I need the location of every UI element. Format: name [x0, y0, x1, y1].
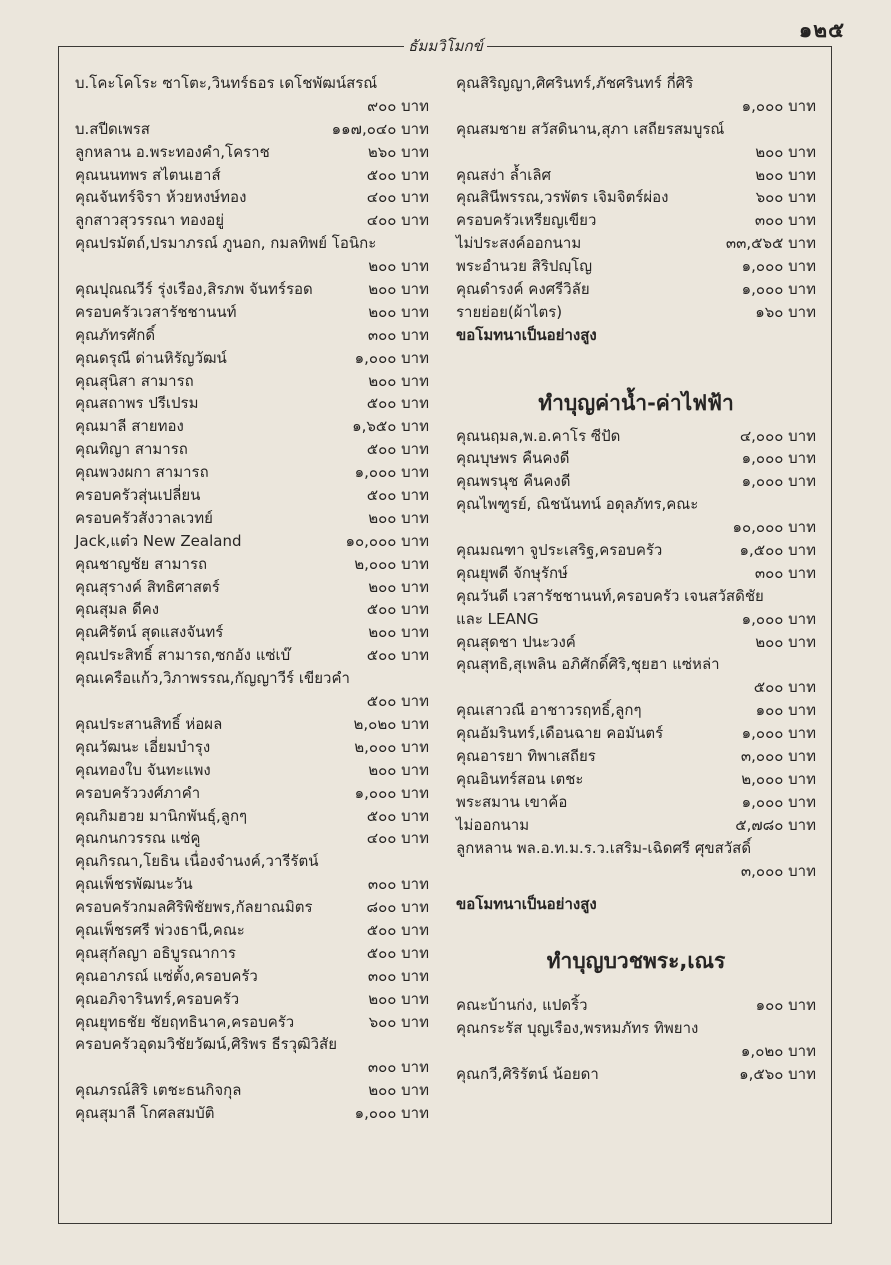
donation-amount: ๑๐,๐๐๐ บาท	[345, 531, 429, 550]
donation-amount: ๑,๐๐๐ บาท	[741, 724, 816, 743]
donation-amount: ๕๐๐ บาท	[366, 692, 429, 711]
donor-entry	[456, 676, 816, 699]
donation-amount: ๑๐,๐๐๐ บาท	[732, 518, 816, 537]
donation-amount: ๒๐๐ บาท	[755, 632, 816, 651]
donor-name: คุณสง่า ล้ำเลิศ	[456, 165, 552, 184]
donor-entry	[75, 1102, 429, 1125]
donor-entry	[456, 608, 816, 631]
donor-name: คุณอารยา ทิพาเสถียร	[456, 747, 596, 766]
donor-entry	[75, 347, 429, 370]
donor-entry	[75, 461, 429, 484]
donor-name: คุณยุทธชัย ชัยฤทธินาค,ครอบครัว	[75, 1012, 295, 1031]
donor-entry	[456, 994, 816, 1017]
donor-entry	[75, 1011, 429, 1034]
donor-name: คุณเสาวณี อาชาวรฤทธิ์,ลูกๆ	[456, 701, 642, 720]
donor-entry	[75, 667, 429, 690]
donor-name: คุณมณฑา จูประเสริฐ,ครอบครัว	[456, 541, 663, 560]
donor-entry	[75, 965, 429, 988]
donor-name: ลูกสาวสุวรรณา ทองอยู่	[75, 211, 225, 230]
spacer	[456, 983, 816, 994]
donation-amount: ๖๐๐ บาท	[368, 1012, 429, 1031]
donor-name: คุณวัฒนะ เอี่ยมบำรุง	[75, 737, 211, 756]
donor-name: คุณอัมรินทร์,เดือนฉาย คอมันตร์	[456, 724, 664, 743]
donor-name: ครอบครัวเวสารัชชานนท์	[75, 302, 237, 321]
donation-amount: ๒๐๐ บาท	[368, 989, 429, 1008]
donor-entry	[75, 736, 429, 759]
donation-amount: ๓,๐๐๐ บาท	[740, 747, 816, 766]
donation-amount: ๓๐๐ บาท	[367, 325, 429, 344]
donor-entry	[75, 301, 429, 324]
donor-entry	[75, 324, 429, 347]
donation-amount: ๕๐๐ บาท	[366, 806, 429, 825]
section-heading: ทำบุญค่าน้ำ-ค่าไฟฟ้า	[538, 390, 734, 415]
donor-name: ครอบครัวสุ่นเปลี่ยน	[75, 486, 201, 505]
donor-entry	[456, 631, 816, 654]
donor-name: ครอบครัวอุดมวิชัยวัฒน์,ศิริพร ธีรวุฒิวิสัย	[75, 1035, 338, 1054]
donation-amount: ๑๐๐ บาท	[755, 996, 816, 1015]
donation-amount: ๑,๕๖๐ บาท	[739, 1064, 816, 1083]
donation-amount: ๕๐๐ บาท	[366, 600, 429, 619]
spacer	[456, 882, 816, 893]
donation-amount: ๔๐๐ บาท	[366, 188, 429, 207]
donation-amount: ๑,๐๐๐ บาท	[741, 257, 816, 276]
donor-name: คุณทิญา สามารถ	[75, 440, 188, 459]
donation-amount: ๑๑๗,๐๔๐ บาท	[331, 119, 429, 138]
donor-entry	[75, 759, 429, 782]
donor-entry	[456, 447, 816, 470]
donor-entry	[456, 301, 816, 324]
donation-amount: ๑,๐๐๐ บาท	[354, 348, 429, 367]
donor-name: คุณนฤมล,พ.อ.คาโร ซีปัด	[456, 426, 621, 445]
donor-entry	[75, 415, 429, 438]
donor-entry	[75, 827, 429, 850]
donor-entry	[75, 209, 429, 232]
donation-amount: ๑,๐๐๐ บาท	[354, 1104, 429, 1123]
ordination-donor-list	[456, 994, 816, 1086]
donor-entry	[75, 805, 429, 828]
donor-name: Jack,แต๋ว New Zealand	[75, 531, 242, 550]
donation-amount: ๕๐๐ บาท	[366, 943, 429, 962]
donation-amount: ๑,๖๕๐ บาท	[352, 417, 429, 436]
donor-name: คุณดำรงค์ คงศรีวิลัย	[456, 280, 590, 299]
donation-amount: ๒๐๐ บาท	[368, 760, 429, 779]
donor-name: คุณชาญชัย สามารถ	[75, 554, 208, 573]
running-header	[0, 34, 891, 58]
donation-amount: ๓๐๐ บาท	[367, 1058, 429, 1077]
donor-entry	[456, 470, 816, 493]
donor-name: คุณเพ็ชรศรี พ่วงธานี,คณะ	[75, 920, 245, 939]
donor-entry	[456, 791, 816, 814]
donor-name: คุณไพฑูรย์, ณิชนันทน์ อดุลภัทร,คณะ	[456, 495, 699, 514]
donor-entry	[75, 713, 429, 736]
donor-entry	[75, 392, 429, 415]
donor-entry	[456, 72, 816, 95]
donation-amount: ๒,๐๒๐ บาท	[353, 714, 429, 733]
donor-entry	[75, 919, 429, 942]
donation-amount: ๓๐๐ บาท	[367, 875, 429, 894]
donor-entry	[456, 745, 816, 768]
donor-name: คุณกิรณา,โยธิน เนื่องจำนงค์,วารีรัตน์	[75, 852, 319, 871]
donor-entry	[456, 1040, 816, 1063]
spacer	[456, 916, 816, 939]
donor-name: คุณภรณ์สิริ เตชะธนกิจกุล	[75, 1081, 242, 1100]
donation-amount: ๒๐๐ บาท	[368, 280, 429, 299]
donation-amount: ๑,๐๐๐ บาท	[354, 463, 429, 482]
donor-name: คุณอาภรณ์ แซ่ตั้ง,ครอบครัว	[75, 966, 258, 985]
donor-entry	[75, 782, 429, 805]
donor-entry	[456, 722, 816, 745]
donor-entry	[75, 95, 429, 118]
donation-amount: ๘๐๐ บาท	[366, 898, 429, 917]
donor-entry	[456, 860, 816, 883]
donor-entry	[75, 438, 429, 461]
donor-entry	[75, 850, 429, 873]
donation-amount: ๒๐๐ บาท	[368, 577, 429, 596]
donor-entry	[75, 72, 429, 95]
donor-entry	[75, 1079, 429, 1102]
donation-amount: ๑,๐๐๐ บาท	[741, 609, 816, 628]
donor-entry	[456, 164, 816, 187]
donation-amount: ๒๐๐ บาท	[755, 142, 816, 161]
donor-entry	[456, 425, 816, 448]
right-top-entries	[456, 72, 816, 324]
donor-name: ครอบครัววงศ์ภาคำ	[75, 783, 201, 802]
donation-amount: ๑๖๐ บาท	[755, 302, 816, 321]
donor-name: รายย่อย(ผ้าไตร)	[456, 302, 563, 321]
donor-name: บ.โคะโคโระ ซาโตะ,วินทร์ธอร เดโชพัฒน์สรณ์	[75, 74, 378, 92]
donor-name: คุณสุทธิ,สุเพลิน อภิศักดิ์ศิริ,ชุยฮา แซ่หล่า	[456, 655, 720, 674]
donation-amount: ๑,๐๐๐ บาท	[741, 449, 816, 468]
donor-entry	[75, 141, 429, 164]
donor-name: คุณวันดี เวสารัชชานนท์,ครอบครัว เจนสวัสดิชัย	[456, 586, 764, 605]
donor-name: คุณกระรัส บุญเรือง,พรหมภัทร ทิพยาง	[456, 1019, 699, 1038]
donor-entry	[75, 278, 429, 301]
donation-amount: ๒,๐๐๐ บาท	[741, 769, 816, 788]
donor-name: คุณสุกัลญา อธิบูรณาการ	[75, 943, 236, 962]
donor-entry	[456, 232, 816, 255]
donation-amount: ๒๖๐ บาท	[367, 142, 429, 161]
donor-name: คุณพวงผกา สามารถ	[75, 463, 209, 482]
donor-name: คุณเครือแก้ว,วิภาพรรณ,กัญญาวีร์ เขียวคำ	[75, 669, 350, 688]
right-column	[456, 72, 816, 1086]
utilities-donor-list	[456, 425, 816, 883]
donor-name: คุณดรุณี ด่านหิรัญวัฒน์	[75, 348, 227, 367]
donation-amount: ๑,๐๐๐ บาท	[741, 792, 816, 811]
donor-entry	[456, 1063, 816, 1086]
donor-name: คุณทองใบ จันทะแพง	[75, 760, 211, 779]
donor-name: คุณนนทพร สไตนเฮาส์	[75, 165, 221, 184]
donor-entry	[75, 942, 429, 965]
donor-name: คุณอินทร์สอน เตชะ	[456, 769, 584, 788]
donation-amount: ๒๐๐ บาท	[755, 165, 816, 184]
donation-amount: ๒๐๐ บาท	[368, 257, 429, 276]
donation-amount: ๔๐๐ บาท	[366, 829, 429, 848]
donor-entry	[456, 539, 816, 562]
donation-amount: ๑,๐๐๐ บาท	[741, 280, 816, 299]
donor-entry	[456, 186, 816, 209]
spacer	[456, 370, 816, 381]
spacer	[456, 347, 816, 370]
donor-entry	[75, 255, 429, 278]
donor-entry	[456, 814, 816, 837]
donation-amount: ๒,๐๐๐ บาท	[354, 554, 429, 573]
donor-name: คุณศิรัตน์ สุดแสงจันทร์	[75, 623, 224, 642]
donor-entry	[456, 1017, 816, 1040]
donor-entry	[75, 370, 429, 393]
donor-entry	[75, 232, 429, 255]
donor-name: ครอบครัวสังวาลเวทย์	[75, 508, 213, 527]
donor-entry	[75, 1033, 429, 1056]
donor-entry	[456, 95, 816, 118]
donation-amount: ๒,๐๐๐ บาท	[354, 737, 429, 756]
donation-amount: ๓๓,๕๖๕ บาท	[725, 234, 816, 253]
donor-name: คุณมาลี สายทอง	[75, 417, 184, 436]
donation-amount: ๖๐๐ บาท	[755, 188, 816, 207]
donor-name: คุณสุมล ดีคง	[75, 600, 160, 619]
donor-name: และ LEANG	[456, 609, 539, 628]
donor-name: ไม่ประสงค์ออกนาม	[456, 234, 582, 253]
donor-entry	[456, 118, 816, 141]
donation-amount: ๓๐๐ บาท	[754, 563, 816, 582]
page-number: ๑๒๕	[798, 18, 845, 42]
donor-entry	[75, 118, 429, 141]
donor-name: คุณสุนิสา สามารถ	[75, 371, 194, 390]
donation-amount: ๕๐๐ บาท	[366, 486, 429, 505]
donation-amount: ๑,๐๐๐ บาท	[741, 472, 816, 491]
donor-entry	[75, 164, 429, 187]
donor-name: คุณภัทรศักดิ์	[75, 325, 156, 344]
donor-entry	[456, 837, 816, 860]
donor-entry	[75, 896, 429, 919]
donor-entry	[75, 690, 429, 713]
donation-amount: ๑,๕๐๐ บาท	[739, 541, 816, 560]
donation-amount: ๕๐๐ บาท	[366, 920, 429, 939]
donation-amount: ๒๐๐ บาท	[368, 1081, 429, 1100]
donation-amount: ๕๐๐ บาท	[366, 646, 429, 665]
donation-amount: ๕๐๐ บาท	[366, 165, 429, 184]
donor-entry	[75, 1056, 429, 1079]
donation-amount: ๑๐๐ บาท	[755, 701, 816, 720]
donation-amount: ๓,๐๐๐ บาท	[740, 861, 816, 880]
donor-entry	[75, 644, 429, 667]
donor-name: พระอำนวย สิริปญฺโญ	[456, 257, 593, 276]
donor-name: คุณประสิทธิ์ สามารถ,ซกอัง แซ่เบ๊	[75, 646, 291, 665]
thanks-note: ขอโมทนาเป็นอย่างสูง	[456, 895, 597, 914]
donation-amount: ๒๐๐ บาท	[368, 371, 429, 390]
donor-entry	[75, 507, 429, 530]
donor-entry	[75, 484, 429, 507]
donation-amount: ๒๐๐ บาท	[368, 302, 429, 321]
donor-name: คุณสมชาย สวัสดินาน,สุภา เสถียรสมบูรณ์	[456, 119, 725, 138]
donor-name: คุณสุดชา ปนะวงค์	[456, 632, 576, 651]
donor-name: คุณสิริญญา,ศิศรินทร์,ภัชศรินทร์ กี่ศิริ	[456, 74, 694, 92]
donor-entry	[456, 768, 816, 791]
section-heading: ทำบุญบวชพระ,เณร	[546, 949, 726, 974]
donation-amount: ๙๐๐ บาท	[367, 96, 429, 115]
header-title: ธัมมวิโมกข์	[404, 37, 487, 55]
donation-amount: ๕๐๐ บาท	[753, 678, 816, 697]
donation-amount: ๓๐๐ บาท	[754, 211, 816, 230]
donor-name: คุณประสานสิทธิ์ ห่อผล	[75, 714, 223, 733]
donor-entry	[456, 516, 816, 539]
donor-entry	[75, 873, 429, 896]
donor-name: คุณสุมาลี โกศลสมบัติ	[75, 1104, 215, 1123]
donor-entry	[456, 493, 816, 516]
donor-name: คุณสินีพรรณ,วรพัตร เจิมจิตร์ผ่อง	[456, 188, 669, 207]
donor-name: คุณกิมฮวย มานิกพันธุ์,ลูกๆ	[75, 806, 248, 825]
donor-entry	[456, 585, 816, 608]
thanks-note: ขอโมทนาเป็นอย่างสูง	[456, 325, 597, 344]
donor-name: คุณยุพดี จักษุรักษ์	[456, 563, 568, 582]
donation-amount: ๕,๗๘๐ บาท	[735, 815, 816, 834]
donor-entry	[75, 576, 429, 599]
donor-name: คุณจันทร์จิรา ห้วยหงษ์ทอง	[75, 188, 247, 207]
donor-entry	[456, 255, 816, 278]
donation-amount: ๒๐๐ บาท	[368, 623, 429, 642]
donation-amount: ๔,๐๐๐ บาท	[739, 426, 816, 445]
donor-name: ลูกหลาน อ.พระทองคำ,โคราช	[75, 142, 270, 161]
donor-entry	[75, 186, 429, 209]
donation-amount: ๑,๐๐๐ บาท	[354, 783, 429, 802]
donor-name: ครอบครัวกมลศิริพิชัยพร,กัลยาณมิตร	[75, 898, 313, 917]
donor-name: คุณปุณณวีร์ รุ่งเรือง,สิรภพ จันทร์รอด	[75, 280, 313, 299]
donor-name: คุณเพ็ชรพัฒนะวัน	[75, 875, 193, 894]
donor-name: คุณพรนุช คืนคงดี	[456, 472, 571, 491]
donor-entry	[456, 699, 816, 722]
donor-name: คุณกวี,ศิริรัตน์ น้อยดา	[456, 1064, 599, 1083]
donor-name: คุณกนกวรรณ แซ่คู	[75, 829, 201, 848]
donation-amount: ๑,๐๒๐ บาท	[740, 1041, 816, 1060]
donor-entry	[75, 598, 429, 621]
donor-name: คุณอภิจารินทร์,ครอบครัว	[75, 989, 240, 1008]
donation-amount: ๕๐๐ บาท	[366, 440, 429, 459]
donation-amount: ๔๐๐ บาท	[366, 211, 429, 230]
donation-amount: ๓๐๐ บาท	[367, 966, 429, 985]
donor-entry	[456, 562, 816, 585]
donation-amount: ๒๐๐ บาท	[368, 508, 429, 527]
donor-entry	[75, 988, 429, 1011]
donor-entry	[456, 653, 816, 676]
donor-name: ลูกหลาน พล.อ.ท.ม.ร.ว.เสริม-เฉิดศรี ศุขสวัสดิ์	[456, 838, 752, 857]
donor-name: พระสมาน เขาค้อ	[456, 792, 568, 811]
donor-entry	[75, 530, 429, 553]
donor-name: คุณบุษพร คืนคงดี	[456, 449, 570, 468]
donor-name: คณะบ้านก่ง, แปดริ้ว	[456, 996, 588, 1015]
donor-entry	[456, 278, 816, 301]
donor-name: คุณปรมัตถ์,ปรมาภรณ์ ภูนอก, กมลทิพย์ โอนิกะ	[75, 234, 377, 253]
donation-amount: ๕๐๐ บาท	[366, 394, 429, 413]
donor-entry	[456, 209, 816, 232]
donation-amount: ๑,๐๐๐ บาท	[741, 96, 816, 115]
donor-name: คุณสุรางค์ สิทธิศาสตร์	[75, 577, 220, 596]
donor-entry	[75, 553, 429, 576]
donor-name: ครอบครัวเหรียญเขียว	[456, 211, 597, 230]
left-column	[75, 72, 429, 1125]
donor-entry	[75, 621, 429, 644]
donor-entry	[456, 141, 816, 164]
donor-name: บ.สปีดเพรส	[75, 119, 150, 138]
donor-name: ไม่ออกนาม	[456, 815, 530, 834]
donor-name: คุณสถาพร ปรีเปรม	[75, 394, 199, 413]
